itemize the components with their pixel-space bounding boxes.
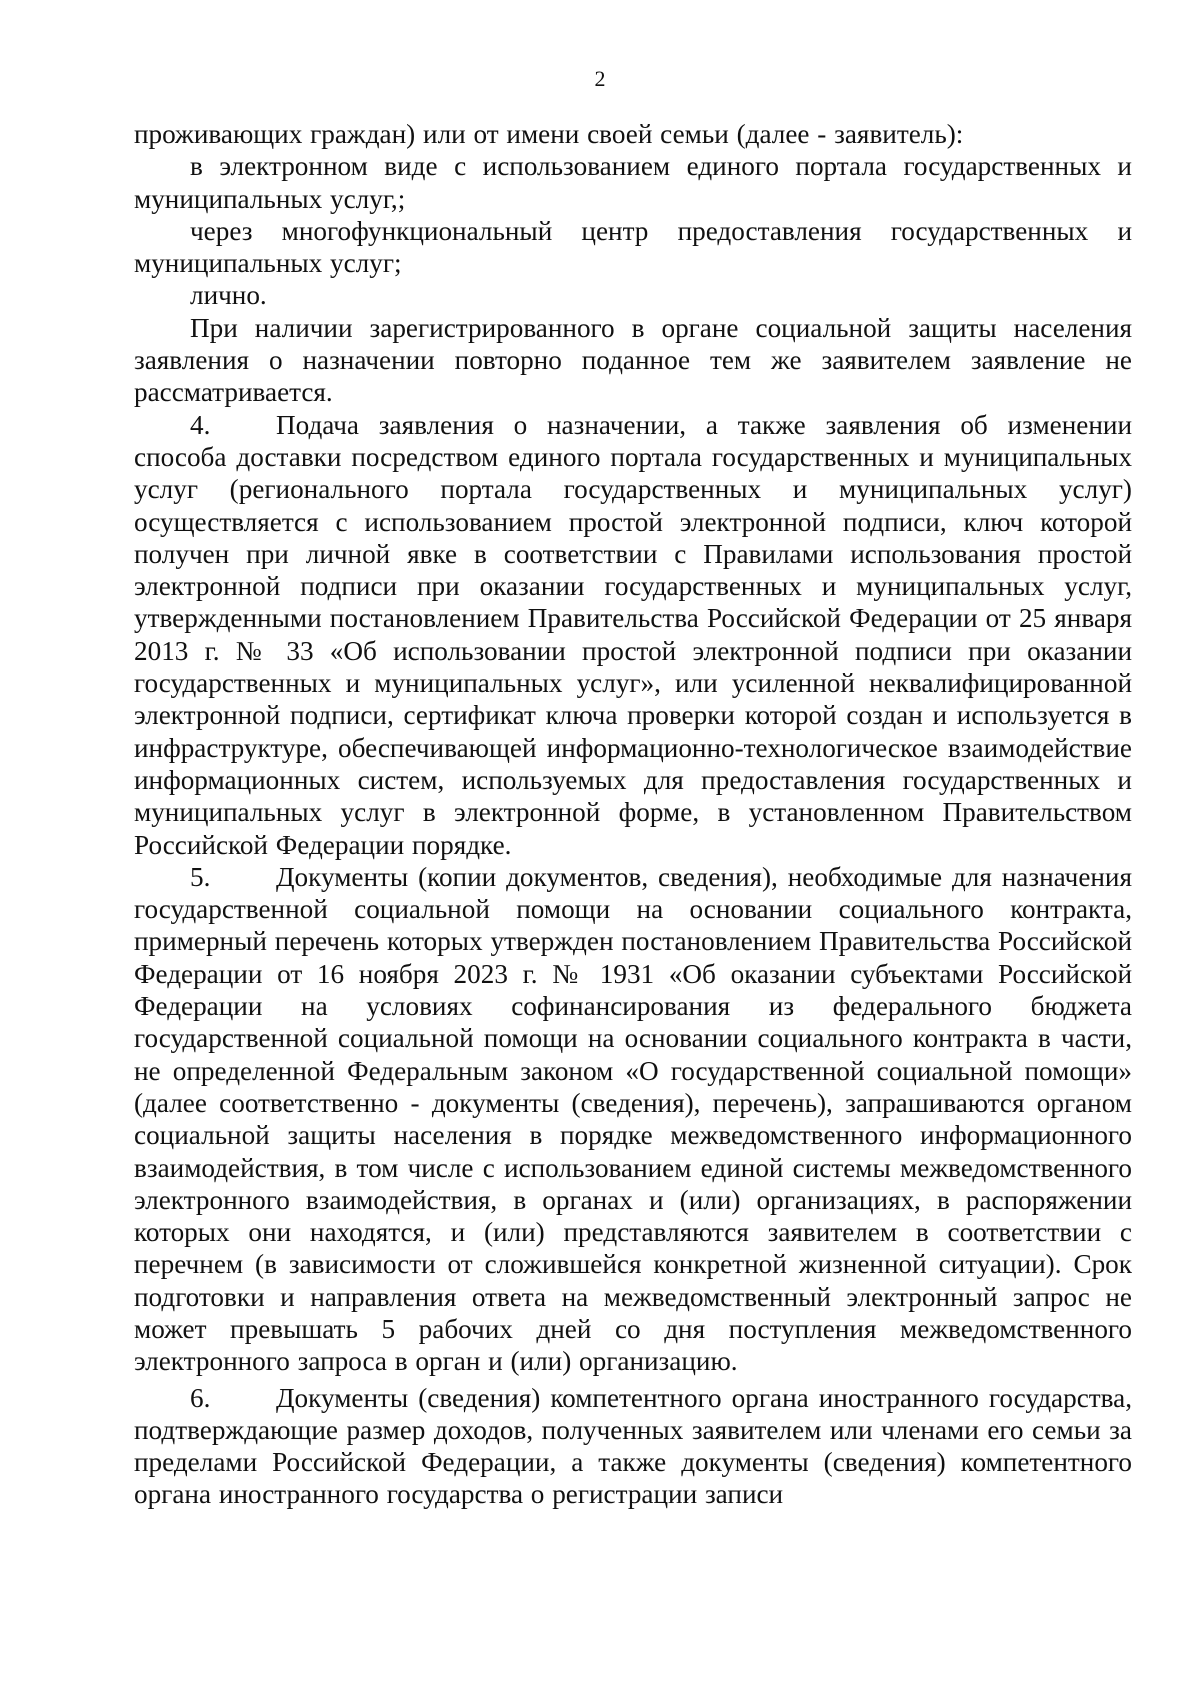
item-number: 6. [190,1382,211,1413]
paragraph-text: проживающих граждан) или от имени своей семьи (далее - заявитель): [134,119,964,149]
paragraph-text: лично. [190,280,267,311]
paragraph-text: Документы (копии документов, сведения), необходимые для назначения государственной социальной помощи на основании социального контракта, примерный перечень которых утвержден постановлением Правительства Российской Федерации от 16 ноября 2023 г. № 1931 «Об оказании субъектами Российской Федерации на условиях софинансирования из федерального бюджета государственной социальной помощи на основании социального контракта в части, не определенной Федеральным законом «О государственной социальной помощи» (далее соответственно - документы (сведения), перечень), запрашиваются органом социальной защиты населения в порядке межведомственного информационного взаимодействия, в том числе с использованием единой системы межведомственного электронного взаимодействия, в органах и (или) организациях, в распоряжении которых они находятся, и (или) представляются заявителем в соответствии с перечнем (в зависимости от сложившейся конкретной жизненной ситуации). Срок подготовки и направления ответа на межведомственный электронный запрос не может превышать 5 рабочих дней со дня поступления межведомственного электронного запроса в орган и (или) организацию. [134,861,1132,1377]
paragraph-item-4 [134,409,1132,861]
paragraph-mfc [134,215,1132,280]
paragraph-item-5 [134,861,1132,1378]
paragraph-text: Документы (сведения) компетентного органа иностранного государства, подтверждающие размер доходов, полученных заявителем или членами его семьи за пределами Российской Федерации, а также документы (сведения) компетентного органа иностранного государства о регистрации записи [134,1382,1132,1510]
item-number: 5. [190,861,211,892]
paragraph-repeat-application [134,312,1132,409]
paragraph-text: Подача заявления о назначении, а также заявления об изменении способа доставки посредством единого портала государственных и муниципальных услуг (регионального портала государственных и муниципальных услуг) осуществляется с использованием простой электронной подписи, ключ которой получен при личной явке в соответствии с Правилами использования простой электронной подписи при оказании государственных и муниципальных услуг, утвержденными постановлением Правительства Российской Федерации от 25 января 2013 г. № 33 «Об использовании простой электронной подписи при оказании государственных и муниципальных услуг», или усиленной неквалифицированной электронной подписи, сертификат ключа проверки которой создан и используется в инфраструктуре, обеспечивающей информационно-технологическое взаимодействие информационных систем, используемых для предоставления государственных и муниципальных услуг в электронной форме, в установленном Правительством Российской Федерации порядке. [134,409,1132,860]
document-body [134,118,1132,1511]
paragraph-continuation [134,118,1132,150]
paragraph-text: через многофункциональный центр предоставления государственных и муниципальных услуг; [134,215,1132,279]
paragraph-electronic-form [134,150,1132,215]
paragraph-text: в электронном виде с использованием единого портала государственных и муниципальных услуг,; [134,151,1132,214]
paragraph-in-person [134,279,1132,311]
paragraph-item-6 [134,1382,1132,1511]
page-number: 2 [594,66,606,91]
paragraph-text: При наличии зарегистрированного в органе социальной защиты населения заявления о назначении повторно поданное тем же заявителем заявление не рассматривается. [134,312,1132,408]
item-number: 4. [190,409,211,440]
